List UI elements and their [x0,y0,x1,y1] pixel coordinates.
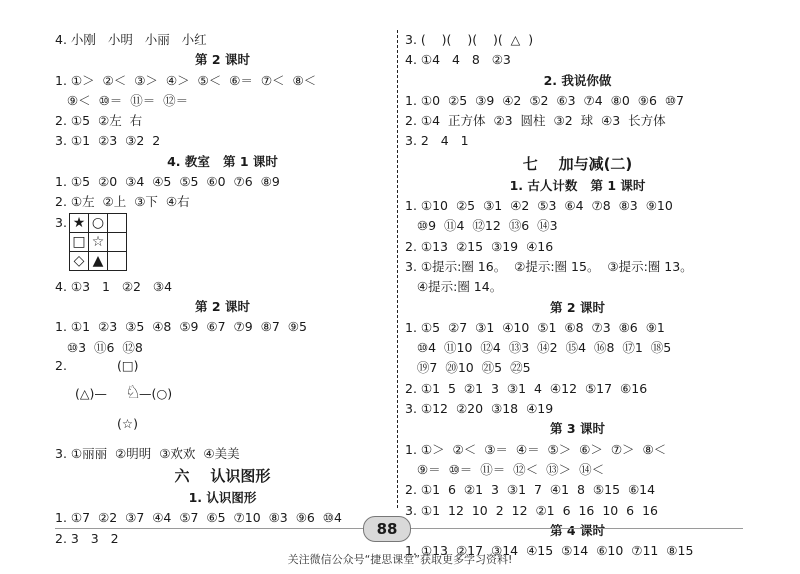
grid-cell: ☆ [89,232,108,251]
chapter-heading: 六 认识图形 [174,467,271,486]
column-divider [397,30,398,508]
section-heading: 第 3 课时 [550,421,605,437]
grid-cell [108,232,127,251]
diagram-label-bottom: (☆) [117,415,138,431]
answer-line: 3. ①12 ②20 ③18 ④19 [405,401,554,417]
answer-line: 1. ①＞ ②＜ ③＝ ④＝ ⑤＞ ⑥＞ ⑦＞ ⑧＜ [405,441,667,457]
diagram-label-center: ♘ [125,381,142,403]
answer-line: 4. 小刚 小明 小丽 小红 [55,32,207,47]
answer-line: 1. ①5 ②0 ③4 ④5 ⑤5 ⑥0 ⑦6 ⑧9 [55,174,280,190]
answer-line: ⑨＝ ⑩＝ ⑪＝ ⑫＜ ⑬＞ ⑭＜ [405,461,605,477]
grid-cell: □ [70,232,89,251]
answer-line: 1. ①10 ②5 ③1 ④2 ⑤3 ⑥4 ⑦8 ⑧3 ⑨10 [405,198,673,214]
answer-line: 2. ①1 5 ②1 3 ③1 4 ④12 ⑤17 ⑥16 [405,380,648,396]
grid-cell [108,251,127,270]
right-column [405,30,750,561]
section-heading: 第 2 课时 [550,299,605,315]
answer-line: 1. ①13 ②17 ③14 ④15 ⑤14 ⑥10 ⑦11 ⑧15 [405,543,694,559]
direction-diagram [75,358,195,442]
shape-grid [69,213,127,271]
section-heading: 第 4 课时 [550,522,605,538]
answer-line: ⑩9 ⑪4 ⑫12 ⑬6 ⑭3 [405,218,558,234]
section-heading: 4. 教室 第 1 课时 [167,153,278,169]
answer-line: 1. ①0 ②5 ③9 ④2 ⑤2 ⑥3 ⑦4 ⑧0 ⑨6 ⑩7 [405,92,685,108]
grid-cell: ▲ [89,251,108,270]
answer-line: 1. ①7 ②2 ③7 ④4 ⑤7 ⑥5 ⑦10 ⑧3 ⑨6 ⑩4 [55,510,342,526]
direction-diagram-question [55,358,390,444]
answer-line: 3. ①丽丽 ②明明 ③欢欢 ④美美 [55,445,240,461]
diagram-label-left: (△)— [75,385,107,401]
section-heading: 1. 古人计数 第 1 课时 [509,177,646,193]
answer-line: ④提示:圈 14。 [405,279,503,295]
answer-line: 2. ①4 正方体 ②3 圆柱 ③2 球 ④3 长方体 [405,113,666,129]
section-heading: 2. 我说你做 [543,72,612,88]
diagram-label-top: (□) [117,357,139,373]
chapter-heading: 七 加与减(二) [522,154,633,173]
shape-grid-question [55,213,390,275]
grid-cell: ◇ [70,251,89,270]
grid-cell [108,213,127,232]
answer-line: 1. ①1 ②3 ③5 ④8 ⑤9 ⑥7 ⑦9 ⑧7 ⑨5 [55,319,307,335]
section-heading: 第 2 课时 [195,298,250,314]
answer-line: 1. ①5 ②7 ③1 ④10 ⑤1 ⑥8 ⑦3 ⑧6 ⑨1 [405,319,665,335]
diagram-label-right: —(○) [139,385,173,401]
answer-line: 3. ①1 12 10 2 12 ②1 6 16 10 6 16 [405,502,658,518]
grid-cell: ★ [70,213,89,232]
answer-line: ⑩4 ⑪10 ⑫4 ⑬3 ⑭2 ⑮4 ⑯8 ⑰1 ⑱5 [405,340,672,356]
answer-line: 3. ①1 ②3 ③2 2 [55,133,161,149]
answer-line: 3. ①提示:圈 16。 ②提示:圈 15。 ③提示:圈 13。 [405,258,693,274]
footer-note: 关注微信公众号“捷思课堂”获取更多学习资料! [287,553,513,566]
page-number: 88 [363,516,411,542]
answer-line: 2. ①13 ②15 ③19 ④16 [405,238,554,254]
answer-line: 1. ①＞ ②＜ ③＞ ④＞ ⑤＜ ⑥＝ ⑦＜ ⑧＜ [55,72,317,88]
answer-line: 2. ①1 6 ②1 3 ③1 7 ④1 8 ⑤15 ⑥14 [405,482,656,498]
answer-line: 3. ( )( )( )( △ ) [405,32,534,47]
section-heading: 第 2 课时 [195,52,250,68]
answer-line: 3. 2 4 1 [405,133,469,149]
section-heading: 1. 认识图形 [188,490,257,506]
answer-line: ⑩3 ⑪6 ⑫8 [55,339,143,355]
answer-line: 2. ①左 ②上 ③下 ④右 [55,194,190,210]
grid-cell: ○ [89,213,108,232]
question-number: 2. [55,357,67,373]
question-number: 3. [55,214,67,230]
answer-line: ⑲7 ⑳10 ㉑5 ㉒5 [405,360,531,376]
answer-line: ⑨＜ ⑩＝ ⑪＝ ⑫＝ [55,92,189,108]
answer-line: 4. ①4 4 8 ②3 [405,52,511,68]
answer-line: 4. ①3 1 ②2 ③4 [55,278,173,294]
answer-line: 2. ①5 ②左 右 [55,113,143,129]
left-column [55,30,390,549]
answer-line: 2. 3 3 2 [55,530,119,546]
